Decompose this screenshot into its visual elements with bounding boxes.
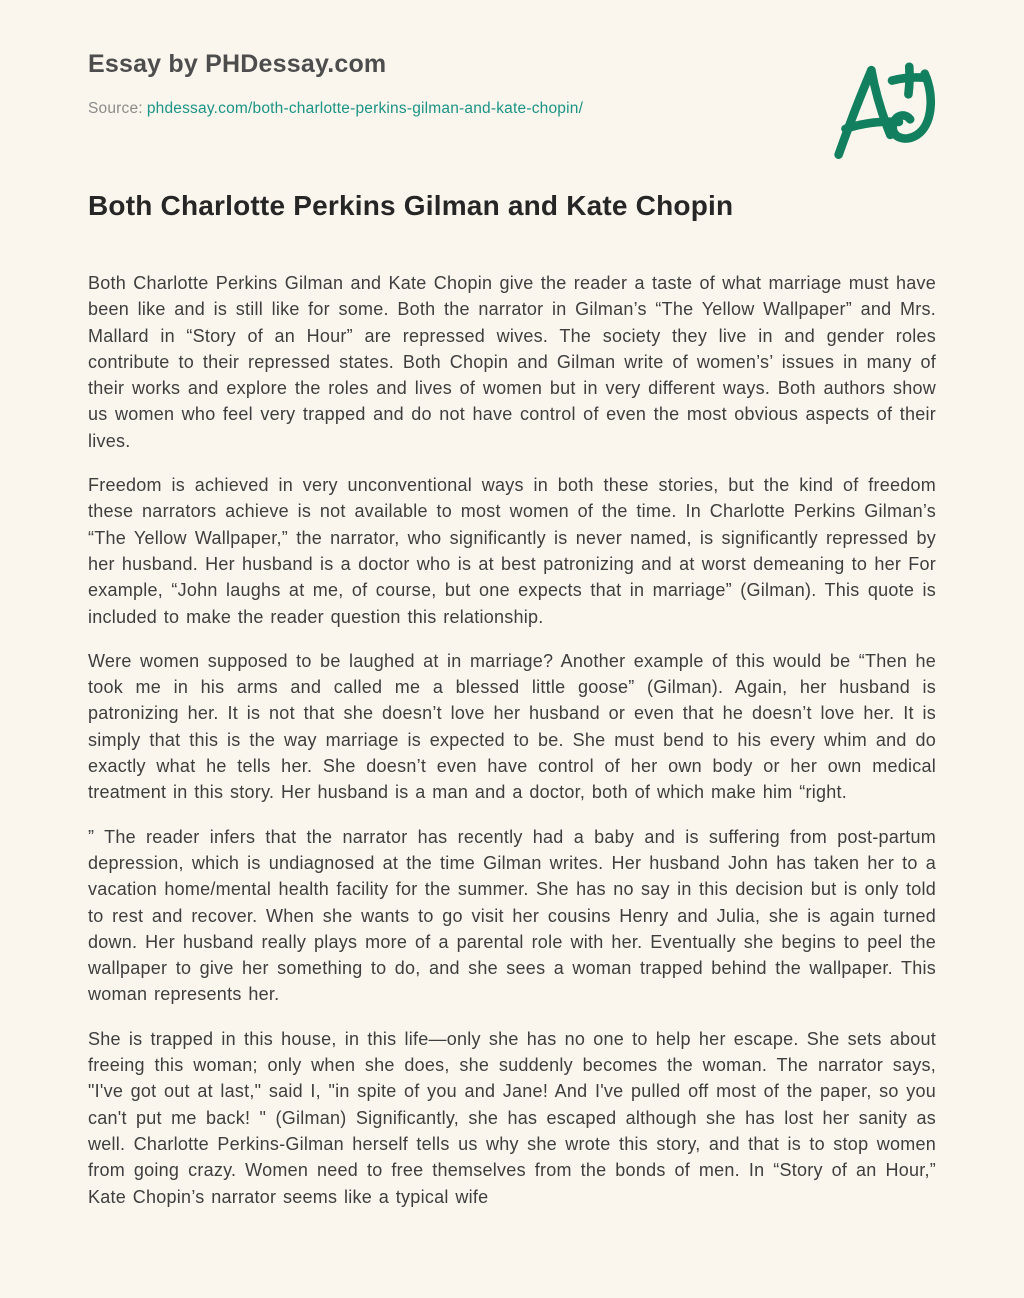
source-link[interactable]: phdessay.com/both-charlotte-perkins-gilman-and-kate-chopin/: [146, 100, 584, 117]
essay-paragraph-4: ” The reader infers that the narrator has recently had a baby and is suffering from post-partum depression, which is undiagnosed at the time Gilman writes. Her husband John has taken her to a vacation home/mental health facility for the summer. She has no say in this decision but is only told to rest and recover. When she wants to go visit her cousins Henry and Julia, she is again turned down. Her husband really plays more of a parental role with her. Eventually she begins to peel the wallpaper to give her something to do, and she sees a woman trapped behind the wallpaper. This woman represents her.: [88, 826, 936, 1005]
a-plus-logo-icon: [830, 52, 942, 166]
source-label: Source:: [88, 100, 143, 117]
essay-paragraph-1: Both Charlotte Perkins Gilman and Kate Chopin give the reader a taste of what marriage must have been like and is still like for some. Both the narrator in Gilman’s “The Yellow Wallpaper” and Mrs. Mallard in “Story of an Hour” are repressed wives. The society they live in and gender roles contribute to their repressed states. Both Chopin and Gilman write of women’s’ issues in many of their works and explore the roles and lives of women but in very different ways. Both authors show us women who feel very trapped and do not have control of even the most obvious aspects of their lives.: [88, 273, 936, 451]
document-header: [88, 50, 936, 118]
essay-paragraph-5: She is trapped in this house, in this life—only she has no one to help her escape. She sets about freeing this woman; only when she does, she suddenly becomes the woman. The narrator says, "I've got out at last," said I, "in spite of you and Jane! And I've pulled off most of the paper, so you can't put me back! " (Gilman) Significantly, she has escaped although she has lost her sanity as well. Charlotte Perkins-Gilman herself tells us why she wrote this story, and that is to stop women from going crazy. Women need to free themselves from the bonds of men. In “Story of an Hour,” Kate Chopin’s narrator seems like a typical wife: [88, 1028, 936, 1207]
source-line: [88, 100, 936, 118]
essay-paragraph-2: Freedom is achieved in very unconventional ways in both these stories, but the kind of freedom these narrators achieve is not available to most women of the time. In Charlotte Perkins Gilman’s “The Yellow Wallpaper,” the narrator, who significantly is never named, is significantly repressed by her husband. Her husband is a doctor who is at best patronizing and at worst demeaning to her For example, “John laughs at me, of course, but one expects that in marriage” (Gilman). This quote is included to make the reader question this relationship.: [88, 475, 936, 627]
essay-body: [88, 270, 936, 1210]
essay-title: Both Charlotte Perkins Gilman and Kate Chopin: [88, 190, 734, 221]
site-header-title: Essay by PHDessay.com: [88, 50, 387, 78]
essay-paragraph-3: Were women supposed to be laughed at in marriage? Another example of this would be “Then he took me in his arms and called me a blessed little goose” (Gilman). Again, her husband is patronizing her. It is not that she doesn’t love her husband or even that he doesn’t love her. It is simply that this is the way marriage is expected to be. She must bend to his every whim and do exactly what he tells her. She doesn’t even have control of her own body or her own medical treatment in this story. Her husband is a man and a doctor, both of which make him “right.: [88, 650, 936, 803]
